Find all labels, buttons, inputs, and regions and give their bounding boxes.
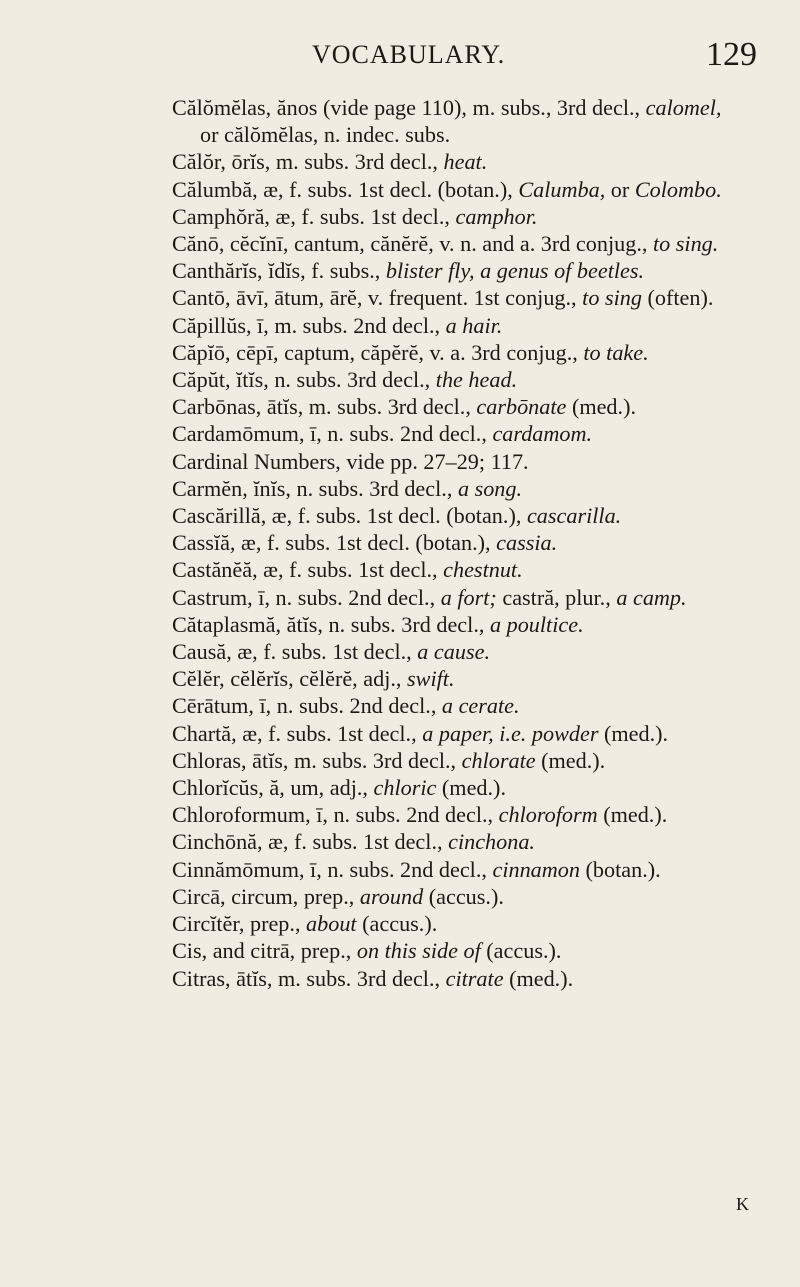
entry-headword: Cătaplasmă, ătĭs, n. subs. 3rd decl., [172,611,490,637]
vocabulary-entry [172,475,782,502]
entry-headword: Canthărĭs, ĭdĭs, f. subs., [172,258,386,284]
entry-headword: Citras, ātĭs, m. subs. 3rd decl., [172,965,446,991]
entry-headword: Cardinal Numbers, vide pp. 27–29; 117. [172,448,529,474]
entry-headword: Cănō, cĕcĭnī, cantum, cănĕrĕ, v. n. and a. 3rd conjug., [172,231,653,257]
entry-gloss: carbōnate [476,394,567,420]
entry-gloss: a song. [457,475,523,501]
vocabulary-entry [172,230,782,257]
entry-tail: castră, plur., [496,584,617,610]
entry-headword: Cascărillă, æ, f. subs. 1st decl. (botan.), [172,503,527,529]
entry-gloss: blister fly, a genus of beetles. [385,258,645,284]
vocabulary-entry [172,910,782,937]
entry-gloss: about [306,911,357,937]
entry-headword: Carbōnas, ātĭs, m. subs. 3rd decl., [172,394,477,420]
vocabulary-entry [172,774,782,801]
vocabulary-entry [172,257,782,284]
entry-headword: Castănĕă, æ, f. subs. 1st decl., [172,557,444,583]
entry-tail: (accus.). [356,911,438,937]
vocabulary-entry [172,121,782,148]
entry-gloss: cinchona. [448,829,535,855]
entry-headword: Cardamōmum, ī, n. subs. 2nd decl., [172,421,493,447]
entry-tail: (med.). [566,394,637,420]
entry-tail: or [605,176,635,202]
vocabulary-entry [172,856,782,883]
entry-headword: Cassĭă, æ, f. subs. 1st decl. (botan.), [172,530,497,556]
entry-gloss: a hair. [445,312,503,338]
vocabulary-entry [172,284,782,311]
page-number: 129 [706,36,757,73]
entry-gloss: a fort; [440,584,497,610]
vocabulary-list [172,94,782,992]
vocabulary-entry [172,148,782,175]
entry-headword: Causă, æ, f. subs. 1st decl., [172,639,418,665]
entry-headword: Circā, circum, prep., [172,883,360,909]
vocabulary-entry [172,502,782,529]
entry-gloss: to sing [582,285,642,311]
entry-tail: (med.). [503,965,574,991]
running-head: VOCABULARY. [312,40,506,69]
entry-headword: Căpillŭs, ī, m. subs. 2nd decl., [172,312,446,338]
entry-gloss: cardamom. [492,421,593,447]
entry-headword: Chartă, æ, f. subs. 1st decl., [172,720,423,746]
vocabulary-entry [172,665,782,692]
vocabulary-entry [172,203,782,230]
entry-gloss: to sing. [652,231,719,257]
vocabulary-entry [172,339,782,366]
entry-gloss: on this side of [356,938,481,964]
entry-gloss-secondary: Colombo. [634,176,722,202]
entry-tail: (accus.). [480,938,562,964]
vocabulary-entry [172,937,782,964]
entry-tail: (med.). [598,720,669,746]
vocabulary-entry [172,611,782,638]
entry-gloss: chestnut. [443,557,523,583]
entry-headword: Cantō, āvī, ātum, ārĕ, v. frequent. 1st conjug., [172,285,583,311]
vocabulary-entry [172,176,782,203]
entry-gloss: cascarilla. [526,503,622,529]
entry-headword: Cinchōnă, æ, f. subs. 1st decl., [172,829,449,855]
entry-tail: (med.). [436,775,506,801]
entry-headword: Căpŭt, ĭtĭs, n. subs. 3rd decl., [172,367,436,393]
entry-gloss: cassia. [496,530,558,556]
vocabulary-entry [172,883,782,910]
entry-gloss: around [359,883,424,909]
entry-gloss: a cerate. [441,693,520,719]
entry-headword: Călŏmĕlas, ănos (vide page 110), m. subs., 3rd decl., [172,95,646,120]
vocabulary-entry [172,638,782,665]
page-header [0,36,800,80]
entry-headword: Călŏr, ōrĭs, m. subs. 3rd decl., [172,149,444,175]
signature-mark: K [736,1194,749,1214]
entry-headword: Chloroformum, ī, n. subs. 2nd decl., [172,802,499,828]
entry-headword: Călumbă, æ, f. subs. 1st decl. (botan.), [172,176,519,202]
entry-headword: Chloras, ātĭs, m. subs. 3rd decl., [172,747,462,773]
entry-gloss: a cause. [417,639,490,665]
vocabulary-entry [172,312,782,339]
vocabulary-entry [172,529,782,556]
entry-gloss-secondary: a camp. [616,584,687,610]
entry-gloss: a poultice. [489,611,584,637]
entry-gloss: chloroform [498,802,598,828]
vocabulary-entry [172,448,782,475]
entry-headword: Cērātum, ī, n. subs. 2nd decl., [172,693,442,719]
vocabulary-entry [172,556,782,583]
entry-gloss: to take. [583,339,649,365]
entry-gloss: heat. [443,149,488,175]
vocabulary-entry [172,747,782,774]
entry-headword: Circĭtĕr, prep., [172,911,307,937]
entry-tail: (med.). [535,747,606,773]
entry-gloss: swift. [407,666,455,692]
entry-gloss: a paper, i.e. powder [422,720,599,746]
entry-headword: Cĕlĕr, cĕlĕrĭs, cĕlĕrĕ, adj., [172,666,408,692]
vocabulary-entry [172,94,782,121]
entry-headword: Chlorĭcŭs, ă, um, adj., [172,775,374,801]
vocabulary-entry [172,828,782,855]
entry-headword: Cis, and citrā, prep., [172,938,357,964]
entry-gloss: chlorate [461,747,536,773]
vocabulary-entry [172,965,782,992]
entry-headword: Camphŏră, æ, f. subs. 1st decl., [172,203,456,229]
entry-headword: Carmĕn, ĭnĭs, n. subs. 3rd decl., [172,475,458,501]
entry-headword: Cinnămōmum, ī, n. subs. 2nd decl., [172,856,493,882]
entry-gloss: Calumba, [518,176,606,202]
entry-gloss: citrate [445,965,504,991]
vocabulary-entry [172,393,782,420]
vocabulary-entry [172,420,782,447]
entry-tail: (med.). [597,802,668,828]
entry-headword: Căpĭō, cēpī, captum, căpĕrĕ, v. a. 3rd conjug., [172,339,584,365]
vocabulary-entry [172,801,782,828]
entry-tail: (often). [641,285,714,311]
vocabulary-entry [172,720,782,747]
entry-headword: or călŏmĕlas, n. indec. subs. [200,122,451,148]
entry-tail: (botan.). [580,856,661,882]
entry-gloss: camphor. [455,203,538,229]
vocabulary-entry [172,692,782,719]
entry-tail: (accus.). [423,883,504,909]
entry-gloss: chloric [373,775,437,801]
vocabulary-entry [172,584,782,611]
entry-gloss: calomel, [645,95,722,120]
entry-gloss: cinnamon [492,856,580,882]
entry-headword: Castrum, ī, n. subs. 2nd decl., [172,584,441,610]
vocabulary-entry [172,366,782,393]
entry-gloss: the head. [435,367,518,393]
